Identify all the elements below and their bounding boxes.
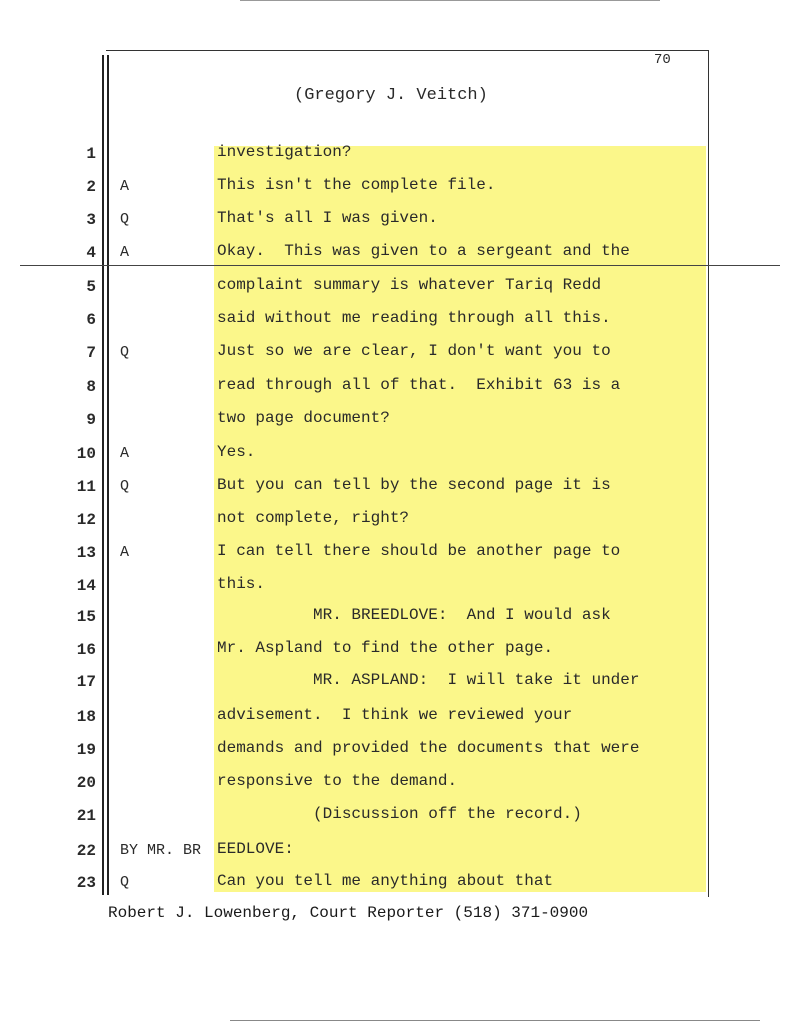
scan-horizontal-line xyxy=(20,265,780,266)
line-number: 20 xyxy=(76,774,96,792)
transcript-line-text: MR. BREEDLOVE: And I would ask xyxy=(217,606,611,624)
line-number: 1 xyxy=(86,145,96,163)
witness-header: (Gregory J. Veitch) xyxy=(294,86,488,105)
speaker-label: A xyxy=(120,544,130,561)
line-number: 22 xyxy=(76,842,96,860)
line-number: 2 xyxy=(86,178,96,196)
margin-double-rule xyxy=(102,55,109,895)
scan-top-rule xyxy=(240,0,660,1)
transcript-line-text: said without me reading through all this. xyxy=(217,309,611,327)
transcript-line-text: EEDLOVE: xyxy=(217,840,294,858)
line-number: 16 xyxy=(76,641,96,659)
transcript-line-text: advisement. I think we reviewed your xyxy=(217,706,573,724)
speaker-label: Q xyxy=(120,874,130,891)
transcript-line-text: Mr. Aspland to find the other page. xyxy=(217,639,554,657)
line-number: 18 xyxy=(76,708,96,726)
line-number: 6 xyxy=(86,311,96,329)
transcript-line-text: Yes. xyxy=(217,443,256,461)
line-number: 11 xyxy=(76,478,96,496)
line-number: 4 xyxy=(86,244,96,262)
transcript-line-text: two page document? xyxy=(217,409,390,427)
speaker-label: BY MR. BR xyxy=(120,842,202,859)
transcript-line-text: investigation? xyxy=(217,143,352,161)
transcript-line-text: complaint summary is whatever Tariq Redd xyxy=(217,276,602,294)
speaker-label: Q xyxy=(120,344,130,361)
transcript-line-text: That's all I was given. xyxy=(217,209,438,227)
line-number: 7 xyxy=(86,344,96,362)
line-number: 9 xyxy=(86,411,96,429)
transcript-line-text: (Discussion off the record.) xyxy=(217,805,582,823)
transcript-line-text: Okay. This was given to a sergeant and the xyxy=(217,242,630,260)
line-number: 10 xyxy=(76,445,96,463)
transcript-line-text: Can you tell me anything about that xyxy=(217,872,554,890)
speaker-label: A xyxy=(120,244,130,261)
line-number: 21 xyxy=(76,807,96,825)
speaker-label: Q xyxy=(120,211,130,228)
line-number: 19 xyxy=(76,741,96,759)
line-number: 13 xyxy=(76,544,96,562)
transcript-line-text: Just so we are clear, I don't want you to xyxy=(217,342,611,360)
line-number: 8 xyxy=(86,378,96,396)
transcript-line-text: I can tell there should be another page to xyxy=(217,542,621,560)
transcript-line-text: MR. ASPLAND: I will take it under xyxy=(217,671,640,689)
line-number: 14 xyxy=(76,577,96,595)
line-number: 12 xyxy=(76,511,96,529)
transcript-line-text: read through all of that. Exhibit 63 is a xyxy=(217,376,621,394)
speaker-label: Q xyxy=(120,478,130,495)
speaker-label: A xyxy=(120,178,130,195)
page-number: 70 xyxy=(654,52,671,68)
scan-bottom-rule xyxy=(230,1020,760,1021)
transcript-line-text: this. xyxy=(217,575,266,593)
transcript-line-text: demands and provided the documents that were xyxy=(217,739,640,757)
line-number: 5 xyxy=(86,278,96,296)
transcript-line-text: responsive to the demand. xyxy=(217,772,458,790)
line-number: 23 xyxy=(76,874,96,892)
court-reporter-footer: Robert J. Lowenberg, Court Reporter (518) 371-0900 xyxy=(108,904,589,922)
line-number: 17 xyxy=(76,673,96,691)
transcript-line-text: This isn't the complete file. xyxy=(217,176,496,194)
line-number: 15 xyxy=(76,608,96,626)
line-number: 3 xyxy=(86,211,96,229)
transcript-line-text: not complete, right? xyxy=(217,509,410,527)
speaker-label: A xyxy=(120,445,130,462)
transcript-line-text: But you can tell by the second page it is xyxy=(217,476,611,494)
